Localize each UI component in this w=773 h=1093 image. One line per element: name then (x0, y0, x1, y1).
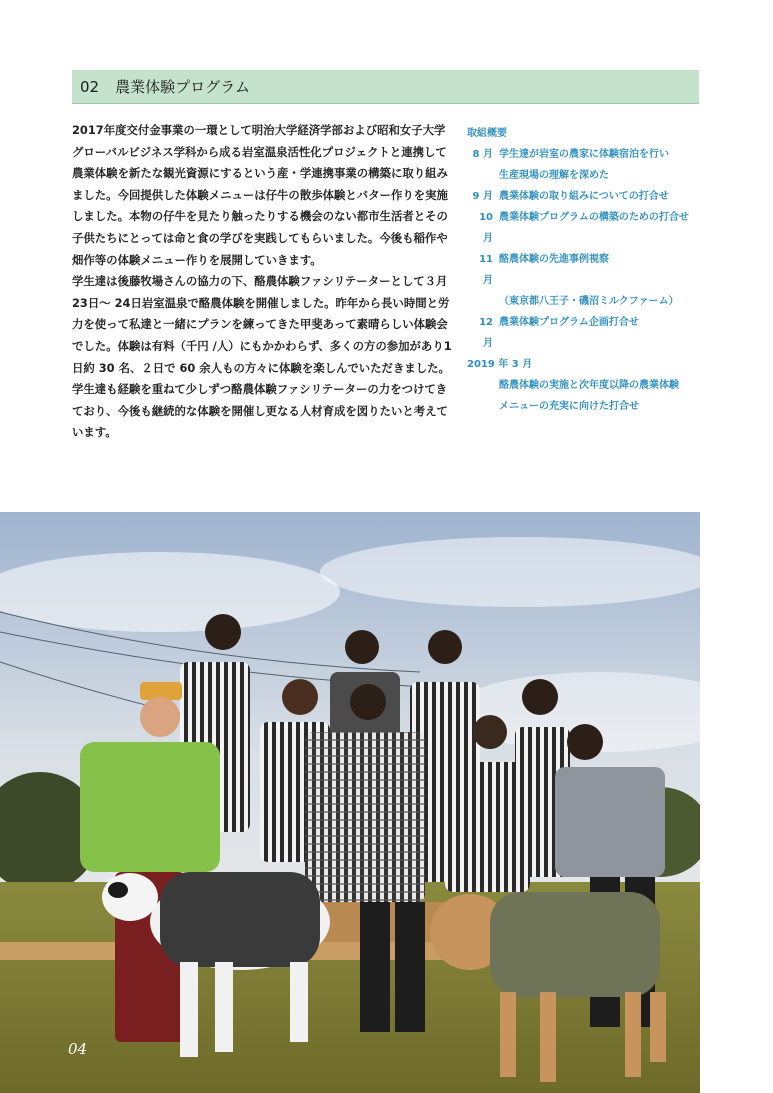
section-header (72, 70, 699, 104)
timeline-entry (467, 144, 717, 165)
timeline-text: 学生達が岩室の農家に体験宿泊を行い (499, 149, 669, 160)
timeline-final (467, 375, 717, 396)
section-number: 02 (80, 77, 100, 96)
timeline-text: 生産現場の理解を深めた (499, 170, 609, 181)
section-title: 農業体験プログラム (115, 78, 250, 96)
timeline-entry-continued (467, 165, 717, 186)
timeline-entry (467, 186, 717, 207)
timeline-text: 酪農体験の先進事例視察 (499, 254, 609, 265)
timeline-month: 11 月 (479, 254, 493, 286)
timeline-text: 農業体験プログラム企画打合せ (499, 317, 639, 328)
group-photo (0, 512, 700, 1093)
timeline-month: 10 月 (479, 212, 493, 244)
body-paragraph-1: 2017年度交付金事業の一環として明治大学経済学部および昭和女子大学グローバルビジネス学科から成る岩室温泉活性化プロジェクトと連携して農業体験を新たな観光資源にするという産・学連携事業の構築に取り組みました。今回提供した体験メニューは仔牛の散歩体験とバター作りを実施しました。本物の仔牛を見たり触ったりする機会のない都市生活者とその子供たちにとっては命と食の学びを実践してもらいました。今後も稲作や畑作等の体験メニュー作りを展開していきます。 (72, 123, 448, 267)
timeline-text: 農業体験の取り組みについての打合せ (499, 191, 669, 202)
timeline-entry-continued (467, 291, 717, 312)
timeline-month: 8 月 (472, 149, 493, 160)
timeline-year: 2019 年 3 月 (467, 359, 533, 370)
timeline-text: （東京都八王子・磯沼ミルクファーム） (499, 296, 679, 307)
timeline-text: 農業体験プログラムの構築のための打合せ (499, 212, 689, 223)
timeline-month: 9 月 (472, 191, 493, 202)
timeline-heading: 取組概要 (467, 128, 507, 139)
timeline-entry (467, 207, 717, 249)
group-photo-illustration (0, 512, 700, 1093)
body-text (72, 120, 456, 444)
page-number: 04 (68, 1040, 88, 1058)
timeline-entry (467, 312, 717, 354)
timeline (467, 123, 717, 417)
timeline-text: 酪農体験の実施と次年度以降の農業体験 (499, 380, 679, 391)
timeline-final (467, 396, 717, 417)
timeline-text: メニューの充実に向けた打合せ (499, 401, 639, 412)
body-paragraph-2: 学生達は後藤牧場さんの協力の下、酪農体験ファシリテーターとして３月23日～ 24日岩室温泉で酪農体験を開催しました。昨年から長い時間と労力を使って私達と一緒にプランを練ってきた甲斐あって素晴らしい体験会でした。体験は有料（千円 /人）にもかかわらず、多くの方の参加があり1日約 30 名、２日で 60 余人もの方々に体験を楽しんでいただきました。学生達も経験を重ねて少しずつ酪農体験ファシリテーターの力をつけてきており、今後も継続的な体験を開催し更なる人材育成を図りたいと考えています。 (72, 274, 452, 440)
timeline-entry (467, 249, 717, 291)
timeline-month: 12 月 (479, 317, 493, 349)
